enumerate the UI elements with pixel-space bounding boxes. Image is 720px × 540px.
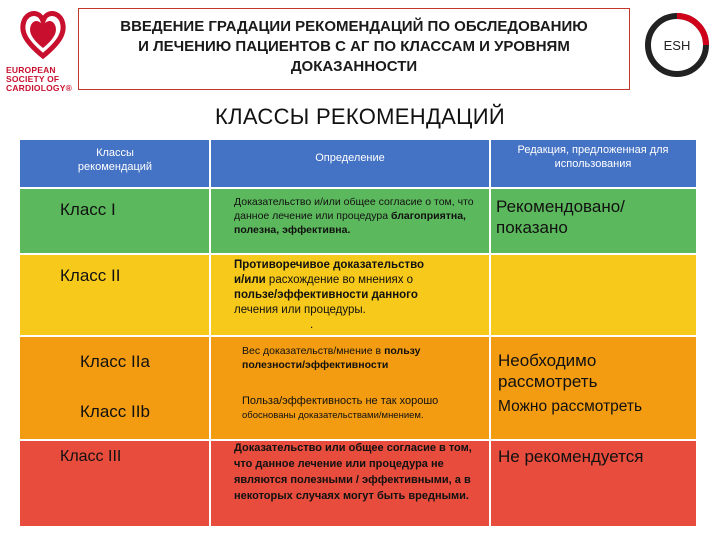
header-definition-label: Определение [315,152,385,164]
esc-logo-text: EUROPEAN SOCIETY OF CARDIOLOGY® [6,65,73,93]
section-title: КЛАССЫ РЕКОМЕНДАЦИЙ [215,104,505,129]
class-2-def-line-4: лечения или процедуры. [234,304,366,316]
class-2b-recommendation: Можно рассмотреть [498,398,643,415]
class-2-definition [234,258,474,333]
class-1-definition-bold: благоприятна, полезна, эффективна. [234,210,466,236]
header-classes-label: Классы рекомендаций [77,147,153,173]
title-line-2: И ЛЕЧЕНИЮ ПАЦИЕНТОВ С АГ ПО КЛАССАМ И УРОВНЯМ [138,38,570,55]
class-2b-definition [242,394,488,423]
row-divider-class2 [20,335,696,337]
page-title [79,17,629,77]
title-box [78,8,630,90]
class-3-label: Класс III [60,448,122,465]
esc-logo [6,6,76,96]
header-col-usage [490,140,696,188]
heart-icon [18,6,68,61]
class-3-recommendation: Не рекомендуется [498,447,644,466]
class-1-recommendation: Рекомендовано/ показано [496,197,625,237]
column-divider-2 [489,140,491,526]
class-2-def-line-1: Противоречивое доказательство [234,259,425,271]
class-2a-label: Класс IIa [80,352,150,371]
row-divider-class2ab [20,439,696,441]
column-divider-1 [209,140,211,526]
class-1-definition-text: Доказательство и/или общее согласие о том, что данное лечение или процедура [234,196,474,222]
header-usage-label: Редакция, предложенная для использования [517,144,669,170]
class-2-def-andor: и/или [234,274,266,286]
header-col-classes [20,140,210,188]
esh-logo [644,12,710,78]
class-2b-label: Класс IIb [80,402,150,421]
class-2-def-line-2: расхождение во мнениях о [268,274,414,286]
class-2-label: Класс II [60,266,121,285]
title-line-3: ДОКАЗАННОСТИ [290,58,418,75]
class-2b-def-line-2: обоснованы доказательствами/мнением. [242,410,424,421]
class-1-definition [234,195,484,237]
row-divider-class1 [20,253,696,255]
header-col-definition [210,140,490,188]
class-2a-def-bold: пользу полезности/эффективности [242,345,421,371]
class-1-label: Класс I [60,200,116,219]
class-3-def-text: Доказательство или общее согласие в том, что данное лечение или процедура не являются полезными / эффективными, а в некоторых случаях могут быть вредными. [234,442,472,502]
esh-logo-text: ESH [663,38,691,53]
class-2a-recommendation: Необходимо рассмотреть [498,351,598,391]
class-2a-definition [242,344,482,372]
esh-ring-icon [644,12,710,78]
class-2-def-dot: . [310,319,314,331]
row-divider-header [20,187,696,189]
class-2b-def-line-1: Польза/эффективность не так хорошо [242,395,439,407]
class-2-def-line-3: пользе/эффективности данного [234,289,418,301]
title-line-1: ВВЕДЕНИЕ ГРАДАЦИИ РЕКОМЕНДАЦИЙ ПО ОБСЛЕДОВАНИЮ [120,18,588,35]
class-3-definition [234,440,478,504]
recommendation-classes-table [20,140,696,526]
class-2a-def-text: Вес доказательств/мнение в [242,345,382,357]
